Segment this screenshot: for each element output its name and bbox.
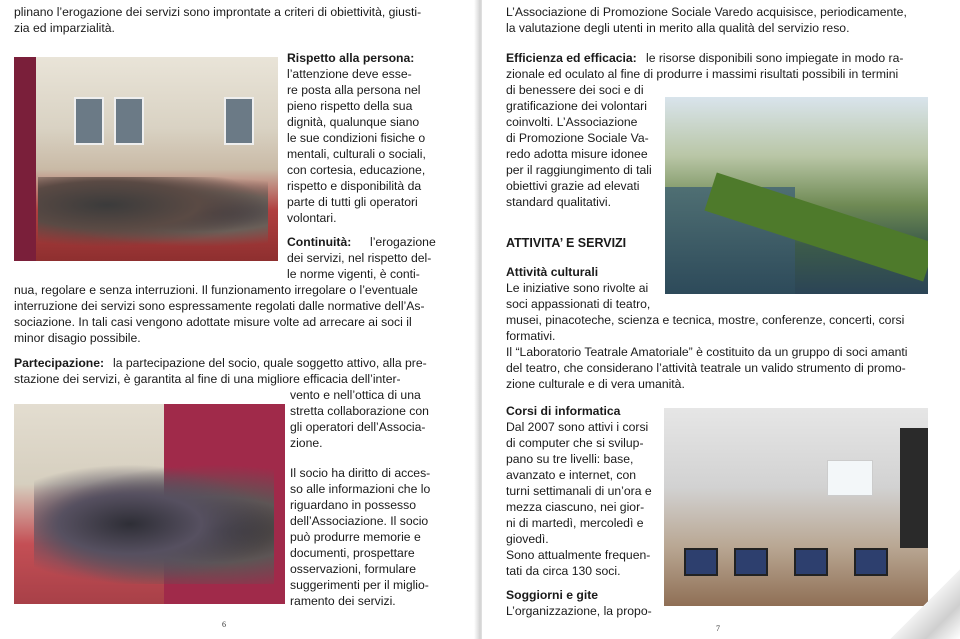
text-line: pieno rispetto della sua: [287, 99, 413, 113]
text-line: giovedì.: [506, 532, 549, 546]
text-line: Il socio ha diritto di acces-: [290, 466, 431, 480]
section-heading: Corsi di informatica: [506, 404, 621, 418]
text-line: plinano l’erogazione dei servizi sono improntate a criteri di obiettività, giusti-: [14, 5, 422, 19]
text-line: per il raggiungimento di tali: [506, 163, 652, 177]
photo-dance-hall: [14, 57, 278, 261]
text-line: zionale ed oculato al fine di produrre i massimi risultati possibili in termini: [506, 67, 899, 81]
text-line: con cortesia, educazione,: [287, 163, 426, 177]
text-line: avanzato e internet, con: [506, 468, 637, 482]
text-line: di benessere dei soci e di: [506, 83, 644, 97]
text-line: la partecipazione del socio, quale soggetto attivo, alla pre-: [113, 356, 427, 370]
text-line: ni di martedì, mercoledì e: [506, 516, 644, 530]
photo-dancing-couples: [14, 404, 285, 604]
text-line: volontari.: [287, 211, 337, 225]
text-line: re posta alla persona nel: [287, 83, 421, 97]
text-line: può produrre memorie e: [290, 530, 421, 544]
text-line: coinvolti. L’Associazione: [506, 115, 638, 129]
photo-computer-class: [664, 408, 928, 606]
section-heading: Rispetto alla persona:: [287, 51, 415, 65]
text-line: la valutazione degli utenti in merito alla qualità del servizio reso.: [506, 21, 850, 35]
text-line: zione.: [290, 436, 323, 450]
text-line: formativi.: [506, 329, 556, 343]
text-line: le norme vigenti, è conti-: [287, 267, 420, 281]
text-line: Il “Laboratorio Teatrale Amatoriale” è costituito da un gruppo di soci amanti: [506, 345, 908, 359]
text-line: L’organizzazione, la propo-: [506, 604, 652, 618]
text-line: osservazioni, formulare: [290, 562, 416, 576]
page-curl[interactable]: [890, 569, 960, 639]
text-line: rispetto e disponibilità da: [287, 179, 422, 193]
text-line: le risorse disponibili sono impiegate in modo ra-: [646, 51, 904, 65]
text-line: Dal 2007 sono attivi i corsi: [506, 420, 649, 434]
text-line: le sue condizioni fisiche o: [287, 131, 426, 145]
text-line: musei, pinacoteche, scienza e tecnica, mostre, conferenze, concerti, corsi: [506, 313, 905, 327]
text-line: interruzione dei servizi sono espressamente regolati dalle normative dell’As-: [14, 299, 425, 313]
text-line: minor disagio possibile.: [14, 331, 141, 345]
page-number: 6: [222, 620, 226, 629]
left-page: [0, 0, 478, 639]
text-line: so alle informazioni che lo: [290, 482, 431, 496]
text-line: Sono attualmente frequen-: [506, 548, 651, 562]
text-line: nua, regolare e senza interruzioni. Il funzionamento irregolare o l’eventuale: [14, 283, 418, 297]
text-line: turni settimanali di un’ora e: [506, 484, 652, 498]
text-line: suggerimenti per il miglio-: [290, 578, 429, 592]
text-line: redo adotta misure idonee: [506, 147, 648, 161]
text-line: zione culturale e di vera umanità.: [506, 377, 685, 391]
text-line: soci appassionati di teatro,: [506, 297, 651, 311]
text-line: dell’Associazione. Il socio: [290, 514, 429, 528]
text-line: di Promozione Sociale Va-: [506, 131, 649, 145]
text-line: gli operatori dell’Associa-: [290, 420, 426, 434]
section-title: ATTIVITA’ E SERVIZI: [506, 236, 627, 250]
text-line: mezza ciascuno, nei gior-: [506, 500, 645, 514]
text-line: parte di tutti gli operatori: [287, 195, 418, 209]
section-heading: Continuità:: [287, 235, 352, 249]
text-line: L’Associazione di Promozione Sociale Varedo acquisisce, periodicamente,: [506, 5, 907, 19]
text-line: zia ed imparzialità.: [14, 21, 115, 35]
text-line: pano su tre livelli: base,: [506, 452, 634, 466]
text-line: standard qualitativi.: [506, 195, 612, 209]
text-line: dei servizi, nel rispetto del-: [287, 251, 432, 265]
text-line: riguardano in possesso: [290, 498, 417, 512]
text-line: l’erogazione: [370, 235, 436, 249]
text-line: stazione dei servizi, è garantita al fine di una migliore efficacia dell’inter-: [14, 372, 401, 386]
text-line: stretta collaborazione con: [290, 404, 429, 418]
section-heading: Partecipazione:: [14, 356, 105, 370]
text-line: dignità, qualunque siano: [287, 115, 420, 129]
text-line: documenti, prospettare: [290, 546, 415, 560]
text-line: l’attenzione deve esse-: [287, 67, 412, 81]
photo-fishing-canal: [665, 97, 928, 294]
text-line: gratificazione dei volontari: [506, 99, 647, 113]
text-line: vento e nell’ottica di una: [290, 388, 421, 402]
section-heading: Efficienza ed efficacia:: [506, 51, 637, 65]
text-line: Le iniziative sono rivolte ai: [506, 281, 649, 295]
page-number: 7: [716, 624, 720, 633]
text-line: di computer che si svilup-: [506, 436, 644, 450]
text-line: sociazione. In tali casi vengono adottate misure volte ad arrecare ai soci il: [14, 315, 412, 329]
text-line: obiettivi grazie ad elevati: [506, 179, 640, 193]
text-line: tati da circa 130 soci.: [506, 564, 621, 578]
text-line: ramento dei servizi.: [290, 594, 396, 608]
text-line: del teatro, che considerano l’attività teatrale un valido strumento di promo-: [506, 361, 906, 375]
section-heading: Soggiorni e gite: [506, 588, 599, 602]
text-line: mentali, culturali o sociali,: [287, 147, 426, 161]
section-heading: Attività culturali: [506, 265, 599, 279]
